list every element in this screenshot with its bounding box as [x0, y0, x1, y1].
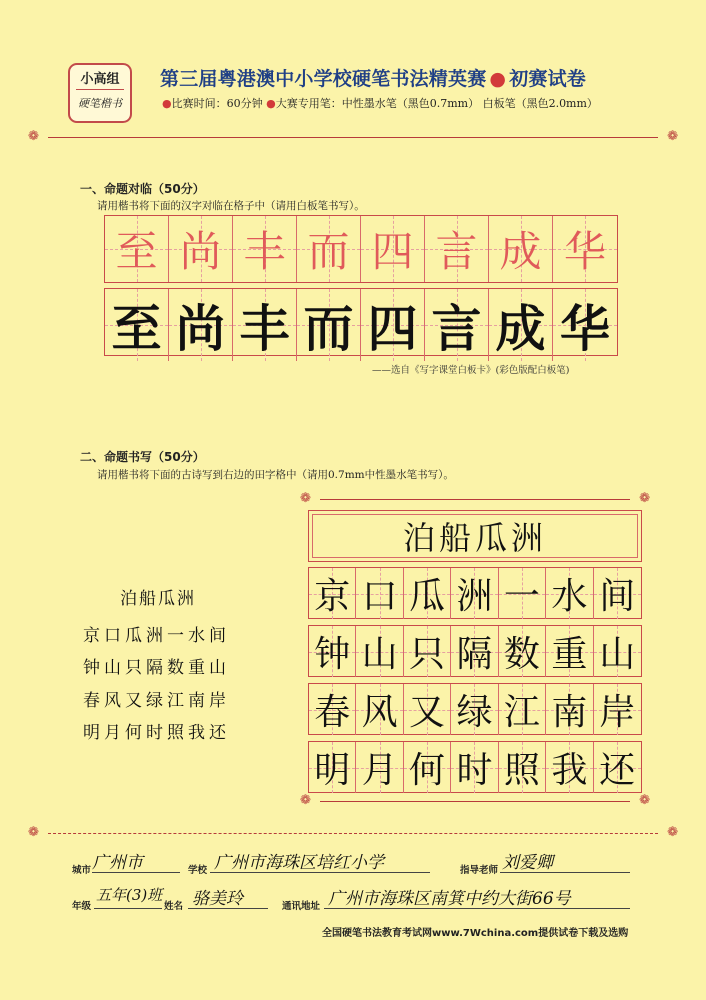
- grid-char: 月: [361, 750, 398, 791]
- ornament-icon: ❁: [28, 129, 39, 144]
- grid-char: 风: [361, 692, 398, 733]
- grid-cell[interactable]: [404, 626, 451, 677]
- grade-label: 年级: [72, 901, 92, 912]
- ornament-icon: ❁: [639, 491, 650, 506]
- teacher-field[interactable]: 刘爱卿: [502, 853, 553, 873]
- title-dot-icon: ●: [489, 68, 507, 90]
- grid-cell[interactable]: [356, 568, 403, 619]
- grid-cell[interactable]: [425, 216, 489, 282]
- ornament-divider-poem-top: [300, 493, 650, 507]
- grid-cell[interactable]: [553, 216, 617, 282]
- ornament-divider-poem-bottom: [300, 795, 650, 809]
- grid-cell[interactable]: [356, 742, 403, 793]
- poem-line: 钟山只隔数重山: [83, 658, 230, 678]
- section2-instruction: 请用楷书将下面的古诗写到右边的田字格中（请用0.7mm中性墨水笔书写）。: [97, 469, 454, 481]
- grid-cell[interactable]: [404, 568, 451, 619]
- ornament-icon: ❁: [300, 793, 311, 808]
- grid-cell[interactable]: [169, 289, 233, 361]
- ornament-divider-top: [28, 131, 678, 145]
- grid-char: 至: [111, 300, 162, 358]
- name-underline: [188, 908, 268, 909]
- grid-char: 钟: [314, 634, 351, 675]
- title-main: 第三届粤港澳中小学校硬笔书法精英赛: [160, 68, 487, 90]
- address-field[interactable]: 广州市海珠区南箕中约大街66号: [328, 889, 571, 909]
- city-label: 城市: [72, 865, 92, 876]
- ornament-icon: ❁: [300, 491, 311, 506]
- grid-char: 一: [503, 576, 540, 617]
- name-field[interactable]: 骆美玲: [192, 889, 243, 909]
- ornament-divider-form: [28, 827, 678, 841]
- grid-char: 言: [435, 227, 478, 276]
- grid-cell[interactable]: [499, 742, 546, 793]
- city-underline: [92, 872, 180, 873]
- grid-char: 山: [361, 634, 398, 675]
- grid-cell[interactable]: [297, 216, 361, 282]
- grid-cell[interactable]: [489, 289, 553, 361]
- grid-char: 而: [307, 227, 350, 276]
- source-note: ——选自《写字课堂白板卡》(彩色版配白板笔): [372, 365, 570, 376]
- grid-char: 瓜: [409, 576, 446, 617]
- model-char-grid: [104, 215, 618, 283]
- grid-cell[interactable]: [356, 626, 403, 677]
- grid-cell[interactable]: [297, 289, 361, 361]
- grid-char: 成: [495, 300, 546, 358]
- grid-char: 尚: [179, 227, 222, 276]
- ornament-icon: ❁: [28, 825, 39, 840]
- grid-cell[interactable]: [546, 742, 593, 793]
- grid-cell[interactable]: [361, 289, 425, 361]
- grid-char: 洲: [456, 576, 493, 617]
- grid-cell[interactable]: [499, 684, 546, 735]
- grid-char: 又: [409, 692, 446, 733]
- grid-char: 京: [314, 576, 351, 617]
- grid-cell[interactable]: [309, 568, 356, 619]
- grid-cell[interactable]: [451, 742, 498, 793]
- grid-char: 尚: [175, 300, 226, 358]
- grid-cell[interactable]: [309, 684, 356, 735]
- grid-cell[interactable]: [594, 626, 641, 677]
- grid-char: 口: [361, 576, 398, 617]
- bullet-icon: ●: [266, 97, 276, 110]
- footer-note: 全国硬笔书法教育考试网www.7Wchina.com提供试卷下载及选购: [322, 928, 629, 939]
- exam-info: [162, 95, 598, 111]
- grid-char: 只: [409, 634, 446, 675]
- grid-char: 明: [314, 750, 351, 791]
- grid-char: 岸: [599, 692, 636, 733]
- poem-line: 春风又绿江南岸: [83, 691, 230, 711]
- grid-cell[interactable]: [356, 684, 403, 735]
- grid-cell[interactable]: [309, 626, 356, 677]
- written-title-box[interactable]: [308, 510, 642, 562]
- grid-cell[interactable]: [499, 568, 546, 619]
- name-label: 姓名: [164, 901, 184, 912]
- exam-pen: 大赛专用笔：中性墨水笔（黑色0.7mm） 白板笔（黑色2.0mm）: [275, 97, 598, 110]
- section1-instruction: 请用楷书将下面的汉字对临在格子中（请用白板笔书写）。: [97, 200, 365, 212]
- grid-cell[interactable]: [594, 568, 641, 619]
- grid-char: 照: [503, 750, 540, 791]
- grid-cell[interactable]: [404, 684, 451, 735]
- ornament-icon: ❁: [667, 825, 678, 840]
- grid-char: 数: [503, 634, 540, 675]
- poem-line: 明月何时照我还: [83, 723, 230, 743]
- grid-cell[interactable]: [451, 568, 498, 619]
- grid-cell[interactable]: [546, 568, 593, 619]
- grid-cell[interactable]: [233, 289, 297, 361]
- grid-cell[interactable]: [169, 216, 233, 282]
- page-title: [160, 64, 586, 91]
- grid-char: 隔: [456, 634, 493, 675]
- city-field[interactable]: 广州市: [92, 853, 143, 873]
- title-suffix: 初赛试卷: [509, 68, 586, 90]
- poem-line: 京口瓜洲一水间: [83, 626, 230, 646]
- school-underline: [210, 872, 430, 873]
- teacher-label: 指导老师: [460, 865, 499, 876]
- grid-char: 江: [503, 692, 540, 733]
- grid-cell[interactable]: [233, 216, 297, 282]
- copy-char-grid[interactable]: [104, 288, 618, 356]
- ornament-icon: ❁: [639, 793, 650, 808]
- school-label: 学校: [188, 865, 208, 876]
- grid-cell[interactable]: [546, 684, 593, 735]
- grid-char: 时: [456, 750, 493, 791]
- poem-grid-row[interactable]: [308, 567, 642, 619]
- grid-cell[interactable]: [309, 742, 356, 793]
- section2-title: 二、命题书写（50分）: [80, 450, 205, 464]
- grid-char: 四: [367, 300, 418, 358]
- badge-group-label: 小高组: [80, 72, 120, 87]
- grid-char: 丰: [243, 227, 286, 276]
- grid-char: 春: [314, 692, 351, 733]
- grid-cell[interactable]: [451, 684, 498, 735]
- ornament-icon: ❁: [667, 129, 678, 144]
- grid-cell[interactable]: [451, 626, 498, 677]
- grid-cell[interactable]: [594, 684, 641, 735]
- grid-cell[interactable]: [489, 216, 553, 282]
- grid-cell[interactable]: [499, 626, 546, 677]
- teacher-underline: [500, 872, 630, 873]
- grid-char: 南: [551, 692, 588, 733]
- address-underline: [324, 908, 630, 909]
- grid-char: 绿: [456, 692, 493, 733]
- poem-grid-row[interactable]: [308, 741, 642, 793]
- grid-char: 至: [115, 227, 158, 276]
- grid-char: 丰: [239, 300, 290, 358]
- exam-time: 比赛时间：60分钟: [171, 97, 263, 110]
- grid-char: 间: [599, 576, 636, 617]
- written-title: 泊船瓜洲: [402, 519, 547, 557]
- address-label: 通讯地址: [282, 901, 321, 912]
- grid-char: 言: [431, 300, 482, 358]
- grid-char: 水: [551, 576, 588, 617]
- grid-cell[interactable]: [361, 216, 425, 282]
- grid-char: 华: [563, 227, 606, 276]
- grid-cell[interactable]: [425, 289, 489, 361]
- grid-cell[interactable]: [105, 289, 169, 361]
- section1-title: 一、命题对临（50分）: [80, 182, 205, 196]
- poem-grid-row[interactable]: [308, 683, 642, 735]
- grid-char: 还: [599, 750, 636, 791]
- badge-divider: [76, 89, 124, 90]
- grid-char: 何: [409, 750, 446, 791]
- grid-cell[interactable]: [404, 742, 451, 793]
- group-badge: [68, 63, 132, 123]
- grid-cell[interactable]: [105, 216, 169, 282]
- poem-grid-row[interactable]: [308, 625, 642, 677]
- poem-title: 泊船瓜洲: [120, 589, 196, 609]
- grid-char: 华: [560, 300, 610, 358]
- grid-cell[interactable]: [546, 626, 593, 677]
- badge-type-label: 硬笔楷书: [78, 97, 122, 110]
- grade-field[interactable]: 五年(3)班: [96, 886, 163, 904]
- grid-cell[interactable]: [553, 289, 617, 361]
- grid-char: 成: [499, 227, 542, 276]
- grid-cell[interactable]: [594, 742, 641, 793]
- grade-underline: [94, 908, 162, 909]
- bullet-icon: ●: [162, 97, 172, 110]
- grid-char: 我: [551, 750, 588, 791]
- grid-char: 重: [551, 634, 588, 675]
- grid-char: 山: [599, 634, 636, 675]
- grid-char: 而: [303, 300, 354, 358]
- school-field[interactable]: 广州市海珠区培红小学: [214, 853, 384, 873]
- grid-char: 四: [371, 227, 414, 276]
